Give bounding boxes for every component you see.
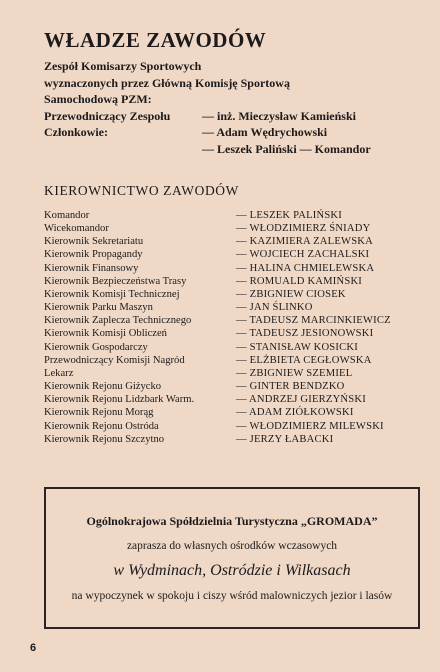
staff-name: — WOJCIECH ZACHALSKI	[236, 249, 370, 261]
staff-row	[44, 406, 434, 419]
committee-row	[44, 141, 424, 158]
staff-function: Kierownik Rejonu Morąg	[44, 407, 154, 419]
committee-intro-line: wyznaczonych przez Główną Komisję Sportową	[44, 75, 290, 90]
staff-row	[44, 354, 434, 367]
committee-role: Przewodniczący Zespołu	[44, 108, 171, 123]
staff-function: Komandor	[44, 210, 90, 221]
staff-name: — JAN ŚLINKO	[236, 302, 313, 314]
staff-function: Przewodniczący Komisji Nagród	[44, 354, 185, 366]
staff-row	[44, 393, 434, 406]
staff-row	[44, 248, 434, 261]
staff-row	[44, 314, 434, 327]
staff-row	[44, 222, 434, 235]
staff-name: — WŁODZIMIERZ ŚNIADY	[236, 223, 371, 235]
committee-member: — inż. Mieczysław Kamieński	[202, 108, 356, 123]
staff-function: Kierownik Gospodarczy	[44, 341, 148, 353]
staff-function: Kierownik Rejonu Giżycko	[44, 381, 162, 393]
ad-offer-text: na wypoczynek w spokoju i ciszy wśród malowniczych jezior i lasów	[71, 590, 393, 602]
staff-name: — HALINA CHMIELEWSKA	[236, 262, 375, 274]
staff-name: — ROMUALD KAMIŃSKI	[236, 275, 363, 287]
staff-row	[44, 288, 434, 301]
sports-commissioners-section	[44, 58, 424, 157]
committee-member: — Adam Wędrychowski	[202, 125, 328, 139]
staff-name: — ELŻBIETA CEGŁOWSKA	[236, 354, 372, 366]
staff-function: Lekarz	[44, 367, 74, 379]
staff-row	[44, 420, 434, 433]
staff-name: — ADAM ZIÓŁKOWSKI	[236, 407, 354, 419]
committee-intro-line: Zespół Komisarzy Sportowych	[44, 59, 202, 73]
staff-row	[44, 380, 434, 393]
staff-name: — KAZIMIERA ZALEWSKA	[236, 236, 373, 248]
staff-list	[44, 209, 434, 446]
staff-function: Kierownik Finansowy	[44, 262, 139, 274]
page-title: WŁADZE ZAWODÓW	[44, 28, 267, 52]
ad-heading: Ogólnokrajowa Spółdzielnia Turystyczna „GROMADA”	[86, 514, 378, 528]
staff-name: — LESZEK PALIŃSKI	[236, 210, 343, 221]
staff-function: Kierownik Rejonu Szczytno	[44, 433, 165, 445]
section-heading: KIEROWNICTWO ZAWODÓW	[44, 183, 239, 198]
staff-name: — ZBIGNIEW CIOSEK	[236, 288, 346, 300]
staff-name: — TADEUSZ MARCINKIEWICZ	[236, 315, 391, 327]
staff-name: — STANISŁAW KOSICKI	[236, 341, 358, 353]
staff-name: — TADEUSZ JESIONOWSKI	[236, 328, 374, 340]
staff-row	[44, 433, 434, 446]
staff-function: Kierownik Komisji Obliczeń	[44, 328, 167, 340]
staff-function: Kierownik Komisji Technicznej	[44, 288, 180, 300]
staff-name: — WŁODZIMIERZ MILEWSKI	[236, 420, 384, 432]
staff-row	[44, 341, 434, 354]
staff-row	[44, 262, 434, 275]
staff-function: Kierownik Parku Maszyn	[44, 302, 153, 314]
committee-member: — Leszek Paliński — Komandor	[202, 141, 371, 156]
staff-name: — ANDRZEJ GIERZYŃSKI	[236, 394, 366, 406]
advertisement-box	[44, 487, 420, 629]
staff-function: Kierownik Propagandy	[44, 249, 143, 261]
staff-name: — JERZY ŁABACKI	[236, 433, 334, 445]
staff-row	[44, 275, 434, 288]
staff-function: Kierownik Rejonu Ostróda	[44, 420, 159, 432]
committee-role: Członkowie:	[44, 125, 108, 139]
staff-function: Kierownik Rejonu Lidzbark Warm.	[44, 394, 195, 406]
staff-function: Kierownik Sekretariatu	[44, 236, 144, 248]
committee-row	[44, 108, 424, 125]
committee-intro-line: Samochodową PZM:	[44, 92, 152, 106]
ad-invite-text: zaprasza do własnych ośrodków wczasowych	[126, 540, 338, 552]
staff-row	[44, 301, 434, 314]
staff-function: Kierownik Zaplecza Technicznego	[44, 315, 192, 327]
staff-row	[44, 209, 434, 222]
staff-row	[44, 367, 434, 380]
staff-function: Wicekomandor	[44, 223, 109, 235]
page-number: 6	[30, 642, 37, 654]
committee-role	[44, 141, 202, 158]
staff-name: — ZBIGNIEW SZEMIEL	[236, 367, 353, 379]
ad-places-text: w Wydminach, Ostródzie i Wilkasach	[113, 562, 351, 579]
staff-row	[44, 327, 434, 340]
staff-function: Kierownik Bezpieczeństwa Trasy	[44, 275, 187, 287]
committee-row	[44, 124, 424, 141]
staff-name: — GINTER BENDZKO	[236, 381, 345, 393]
staff-row	[44, 235, 434, 248]
